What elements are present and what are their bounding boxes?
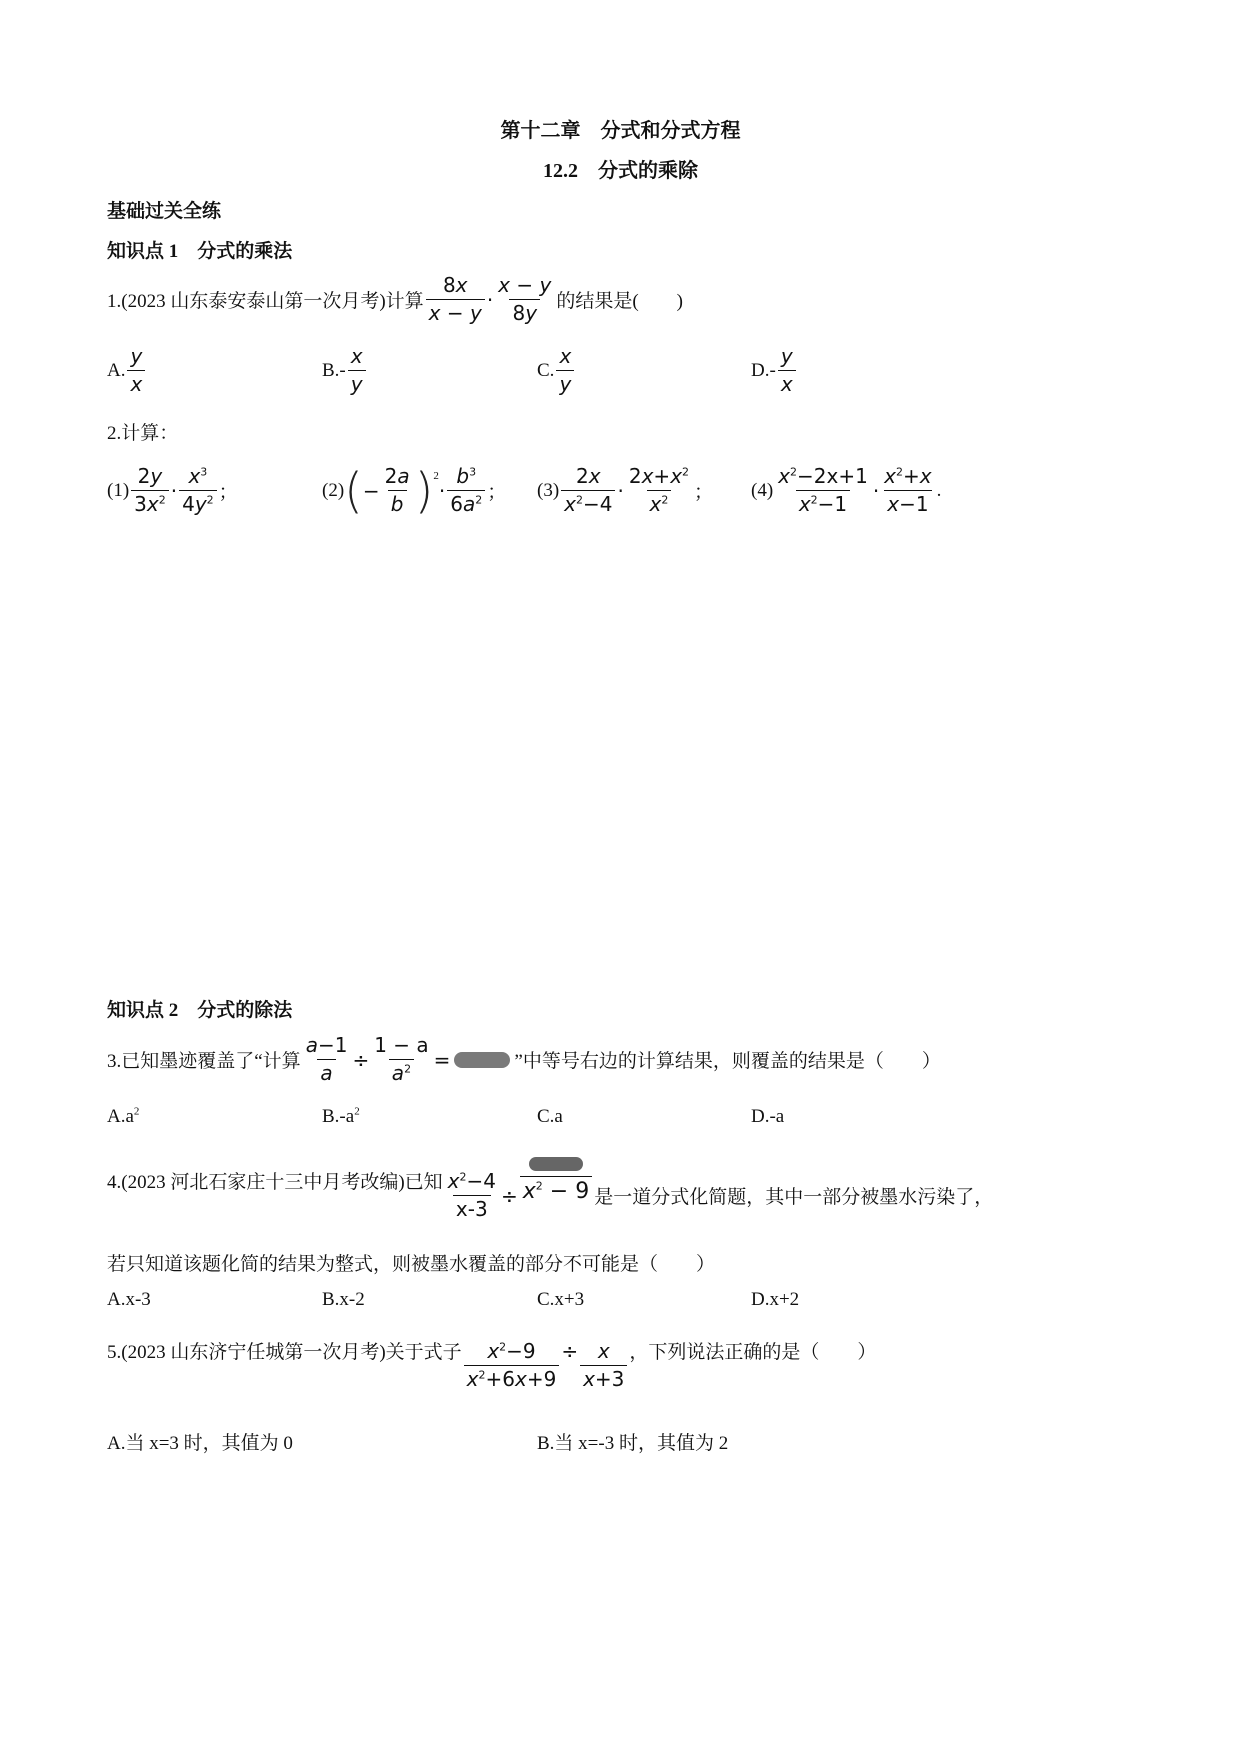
q4-option-a: A.x-3	[107, 1289, 151, 1310]
q1-option-d-label: D.-	[751, 359, 776, 381]
q1-f1-num: 8	[442, 273, 456, 297]
q4-fraction-2	[520, 1157, 592, 1204]
q2-p1-b-num-var: x	[188, 464, 201, 488]
q2-p4-a-num-tail: −2x+1	[797, 464, 868, 488]
q3-f2-den-exp: 2	[404, 1062, 412, 1076]
q2-p2-fraction-2	[447, 465, 485, 516]
q3-divide-sign: ÷	[352, 1047, 370, 1072]
q4-f2-den-tail: − 9	[542, 1178, 590, 1204]
ink-blot	[454, 1052, 510, 1068]
q1-option-b-fraction	[348, 345, 366, 396]
q3-option-c	[537, 1106, 563, 1128]
q5-f1-den-exp: 2	[478, 1368, 486, 1382]
q2-p2-b-den: 6	[450, 492, 463, 516]
q2-p4-a-den-exp: 2	[810, 493, 818, 507]
question-5	[107, 1340, 876, 1391]
q1-prefix: 1.(2023 山东泰安泰山第一次月考)计算	[107, 291, 424, 312]
q3-f2-num: 1 − a	[374, 1033, 429, 1057]
q2-p4-a-den-tail: −1	[817, 492, 848, 516]
q5-f1-den-tail2: +9	[526, 1367, 557, 1391]
q4-prefix: 4.(2023 河北石家庄十三中月考改编)已知	[107, 1172, 443, 1193]
q1-f2-num: x − y	[498, 273, 552, 297]
q4-divide-sign: ÷	[500, 1183, 518, 1208]
q2-p4-b-den-var: x	[887, 492, 900, 516]
q2-p4-label: (4)	[751, 479, 774, 501]
q2-p2-a-num: 2	[384, 464, 398, 488]
q2-p4-b-num-plus: +	[903, 464, 920, 488]
q1-a-num: y	[130, 344, 143, 368]
q2-p2-minus: −	[362, 478, 380, 503]
q2-part-2: (2) ( − $\frac{2a}{b}$ ) 2 · $\frac{b^3}{6a^2}$ ；	[322, 462, 507, 519]
q2-p2-b-num-var: b	[456, 464, 470, 488]
q5-suffix: ，下列说法正确的是（ ）	[629, 1342, 877, 1363]
q2-p3-b-num: 2	[628, 464, 642, 488]
q5-option-b: B.当 x=-3 时，其值为 2	[537, 1433, 729, 1454]
q1-f2-den-var: y	[525, 301, 538, 325]
q2-p4-a-num-var: x	[778, 464, 790, 488]
q2-p3-b-num-plus: +	[653, 464, 671, 488]
q3-option-b-label: B.-a	[322, 1106, 355, 1127]
q4-option-d: D.x+2	[751, 1289, 800, 1310]
q2-p2-b-den-var: a	[462, 492, 476, 516]
q2-p3-a-num: 2	[576, 464, 589, 488]
q3-option-a-label: A.a	[107, 1106, 134, 1127]
q5-fraction-1	[464, 1340, 560, 1391]
q2-p2-right-paren: )	[414, 462, 434, 519]
question-2: 2.计算：	[107, 423, 179, 444]
q2-p3-fraction-2	[626, 465, 692, 516]
q5-divide-sign: ÷	[561, 1338, 579, 1363]
q2-p3-b-den-var: x	[649, 492, 662, 516]
question-4	[107, 1140, 993, 1221]
q3-option-b	[322, 1106, 360, 1128]
q2-p1-a-den: 3	[134, 492, 147, 516]
exercise-section-heading: 基础过关全练	[107, 201, 222, 222]
q1-fraction-1	[426, 274, 485, 325]
q4-f2-den-var: x	[522, 1178, 536, 1204]
q5-f1-num-var: x	[487, 1339, 500, 1363]
q2-p4-end: .	[936, 479, 942, 501]
q3-option-b-exp: 2	[354, 1105, 360, 1118]
q2-p1-fraction-1	[131, 465, 169, 516]
q2-part-4	[751, 465, 941, 516]
q2-p1-dot: ·	[170, 478, 178, 503]
q3-suffix: ”中等号右边的计算结果，则覆盖的结果是（ ）	[514, 1051, 941, 1072]
q2-p4-a-den-var: x	[798, 492, 811, 516]
q5-option-a: A.当 x=3 时，其值为 0	[107, 1433, 293, 1454]
q2-p4-a-num-exp: 2	[790, 465, 797, 479]
q2-p4-dot: ·	[872, 478, 880, 503]
q2-p1-b-den-exp: 2	[206, 493, 214, 507]
q2-p4-fraction-2	[881, 465, 934, 516]
q1-option-b-label: B.-	[322, 359, 346, 381]
q2-p2-left-paren: (	[344, 462, 363, 519]
q2-p2-label: (2)	[322, 479, 345, 501]
q3-option-a	[107, 1106, 139, 1128]
q2-p1-a-den-exp: 2	[158, 493, 166, 507]
q1-option-a-label: A.	[107, 359, 126, 381]
q3-fraction-2	[371, 1034, 431, 1085]
q3-option-d-label: D.-a	[751, 1106, 785, 1127]
q2-p1-a-num-var: y	[150, 464, 163, 488]
q2-p3-a-num-var: x	[588, 464, 601, 488]
q2-p3-fraction-1	[561, 465, 615, 516]
q3-f1-den: a	[317, 1059, 335, 1085]
q3-f1-num-var: a	[305, 1033, 318, 1057]
q2-p2-dot: ·	[438, 478, 446, 503]
q1-option-c-label: C.	[537, 359, 555, 381]
q2-p3-a-den-tail: −4	[583, 492, 613, 516]
q1-suffix: 的结果是( )	[556, 291, 683, 312]
q5-f1-num-tail: −9	[506, 1339, 536, 1363]
q1-c-num: x	[559, 344, 572, 368]
q4-option-b: B.x-2	[322, 1289, 365, 1310]
q5-f2-den-var: x	[583, 1367, 595, 1391]
q2-p3-b-num-var2: x	[670, 464, 683, 488]
knowledge-point-2: 知识点 2 分式的除法	[107, 1000, 293, 1021]
q1-option-c-fraction	[556, 345, 574, 396]
q2-p4-b-den-tail: −1	[899, 492, 929, 516]
q2-p1-b-den-var: y	[194, 492, 207, 516]
q2-p4-b-num-var2: x	[919, 464, 932, 488]
q2-p1-a-num: 2	[137, 464, 151, 488]
q5-fraction-2	[580, 1340, 627, 1391]
q1-option-a-fraction	[127, 345, 145, 396]
q2-p2-b-den-exp: 2	[475, 493, 483, 507]
q2-p3-dot: ·	[617, 478, 624, 503]
q2-p2-b-num-exp: 3	[469, 465, 477, 479]
q2-p3-label: (3)	[537, 479, 560, 501]
q4-f1-num-exp: 2	[459, 1170, 467, 1184]
q5-f1-den-var2: x	[514, 1367, 527, 1391]
q5-f2-num: x	[597, 1339, 610, 1363]
q1-d-den: x	[778, 370, 796, 396]
q3-prefix: 3.已知墨迹覆盖了“计算	[107, 1051, 301, 1072]
section-title: 12.2 分式的乘除	[543, 160, 698, 182]
q4-suffix: 是一道分式化简题，其中一部分被墨水污染了，	[594, 1187, 994, 1208]
q2-p2-end: ；	[487, 482, 507, 503]
q2-p1-a-den-var: x	[146, 492, 159, 516]
q1-option-c	[537, 345, 576, 396]
question-3	[107, 1034, 941, 1085]
q2-p3-b-num-exp: 2	[682, 465, 690, 479]
q1-c-den: y	[556, 370, 574, 396]
q2-p3-b-den-exp: 2	[661, 493, 669, 507]
q2-p4-b-num-var: x	[884, 464, 897, 488]
q2-p2-a-num-var: a	[397, 464, 410, 488]
q4-f1-num-var: x	[447, 1169, 460, 1193]
q4-fraction-1	[445, 1170, 499, 1221]
question-1	[107, 274, 683, 325]
q2-p3-a-den-var: x	[564, 492, 576, 516]
q5-f1-num-exp: 2	[499, 1340, 507, 1354]
q1-d-num: y	[780, 344, 793, 368]
q2-p3-a-den-exp: 2	[576, 493, 583, 507]
q5-f1-den-tail: +6	[485, 1367, 515, 1391]
q3-option-d	[751, 1106, 784, 1128]
knowledge-point-1: 知识点 1 分式的乘法	[107, 241, 293, 262]
q1-option-a	[107, 345, 147, 396]
q5-f1-den-var: x	[466, 1367, 479, 1391]
q1-b-num: x	[350, 344, 363, 368]
q1-fraction-2	[495, 274, 554, 325]
q1-option-d	[751, 345, 798, 396]
q1-option-d-fraction	[778, 345, 796, 396]
q2-p1-fraction-2	[179, 465, 217, 516]
q3-f2-den-var: a	[391, 1061, 405, 1085]
q1-f1-num-var: x	[455, 273, 468, 297]
q1-b-den: y	[348, 370, 366, 396]
q4-option-c: C.x+3	[537, 1289, 585, 1310]
q2-p1-end: ；	[218, 482, 238, 503]
q3-fraction-1	[303, 1034, 351, 1085]
q2-p1-label: (1)	[107, 479, 130, 501]
q3-option-a-exp: 2	[133, 1105, 140, 1118]
q2-p2-a-den: b	[388, 490, 407, 516]
q2-p2-fraction-1	[382, 465, 413, 516]
q2-p1-b-den: 4	[182, 492, 195, 516]
q3-option-c-label: C.a	[537, 1106, 563, 1127]
q5-f2-den-tail: +3	[594, 1367, 625, 1391]
q1-dot: ·	[486, 287, 494, 312]
q1-f1-den: x − y	[426, 299, 485, 325]
q2-p4-b-num-exp: 2	[896, 465, 904, 479]
q1-a-den: x	[127, 370, 145, 396]
q2-part-3	[537, 465, 713, 516]
ink-blot	[529, 1157, 583, 1171]
q2-p3-b-num-var: x	[641, 464, 654, 488]
chapter-title: 第十二章 分式和分式方程	[500, 120, 741, 142]
q5-prefix: 5.(2023 山东济宁任城第一次月考)关于式子	[107, 1342, 462, 1363]
q2-part-1	[107, 465, 238, 516]
q4-f2-den-exp: 2	[535, 1179, 543, 1193]
q2-p3-end: ；	[694, 482, 714, 503]
q2-p4-fraction-1	[775, 465, 871, 516]
q1-f2-den: 8	[512, 301, 526, 325]
q3-f1-num-tail: −1	[317, 1033, 348, 1057]
q1-option-b	[322, 345, 368, 396]
q4-f1-den: x-3	[453, 1195, 491, 1221]
q4-f1-num-tail: −4	[466, 1169, 496, 1193]
q4-line-2: 若只知道该题化简的结果为整式，则被墨水覆盖的部分不可能是（ ）	[107, 1254, 716, 1275]
q3-equals-sign: =	[433, 1047, 451, 1072]
q2-p1-b-num-exp: 3	[200, 465, 208, 479]
